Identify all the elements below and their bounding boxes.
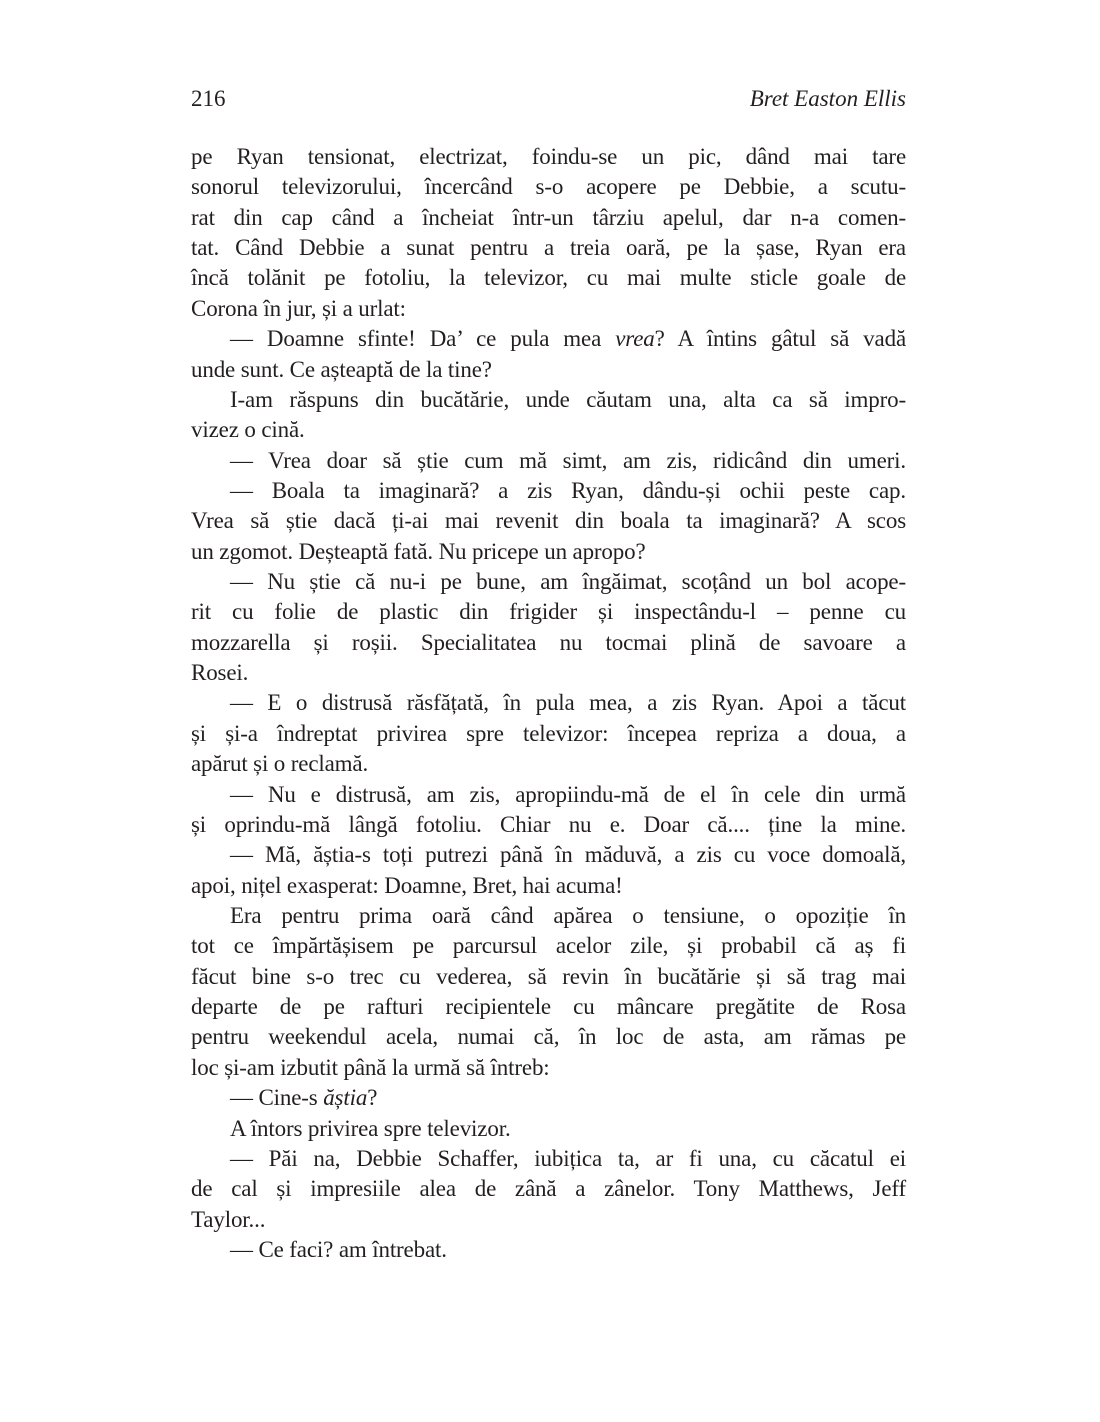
- text-line: tat. Când Debbie a sunat pentru a treia oară, pe la șase, Ryan era: [191, 235, 906, 261]
- text-line: — Nu e distrusă, am zis, apropiindu-mă de el în cele din urmă: [230, 781, 906, 807]
- text-line: — E o distrusă răsfățată, în pula mea, a zis Ryan. Apoi a tăcut: [230, 690, 906, 716]
- text-line: rit cu folie de plastic din frigider și inspectându-l – penne cu: [191, 599, 906, 625]
- text-line: pentru weekendul acela, numai că, în loc de asta, am rămas pe: [191, 1024, 906, 1050]
- text-line: rat din cap când a încheiat într-un târziu apelul, dar n-a comen-: [191, 204, 906, 230]
- text-line: I-am răspuns din bucătărie, unde căutam una, alta ca să impro-: [230, 386, 906, 412]
- text-line: Corona în jur, și a urlat:: [191, 295, 406, 321]
- text-line: încă tolănit pe fotoliu, la televizor, cu mai multe sticle goale de: [191, 265, 906, 291]
- text-line: un zgomot. Deșteaptă fată. Nu pricepe un apropo?: [191, 538, 646, 564]
- text-line: făcut bine s-o trec cu vederea, să revin în bucătărie și să trag mai: [191, 963, 906, 989]
- text-line: — Mă, ăștia-s toți putrezi până în măduvă, a zis cu voce domoală,: [230, 842, 906, 868]
- italic-text: ăștia: [323, 1085, 368, 1111]
- text-line: [191, 324, 906, 354]
- text-line: — Vrea doar să știe cum mă simt, am zis, ridicând din umeri.: [230, 447, 906, 473]
- text-line: unde sunt. Ce așteaptă de la tine?: [191, 356, 492, 382]
- text-line: mozzarella și roșii. Specialitatea nu tocmai plină de savoare a: [191, 629, 906, 655]
- text-line: — Păi na, Debbie Schaffer, iubițica ta, ar fi una, cu căcatul ei: [230, 1145, 906, 1171]
- text-line: [191, 1083, 906, 1113]
- italic-text: vrea: [615, 326, 655, 352]
- page-number: 216: [191, 86, 226, 111]
- text-segment: ?: [367, 1085, 378, 1111]
- text-segment: — Doamne sfinte! Da’ ce pula mea: [230, 326, 616, 352]
- text-line: și oprindu-mă lângă fotoliu. Chiar nu e. Doar că.... ține la mine.: [191, 811, 906, 837]
- text-line: tot ce împărtășisem pe parcursul acelor zile, și probabil că aș fi: [191, 933, 906, 959]
- text-line: Taylor...: [191, 1206, 266, 1232]
- text-line: Vrea să știe dacă ți-ai mai revenit din boala ta imaginară? A scos: [191, 508, 906, 534]
- text-line: vizez o cină.: [191, 417, 305, 443]
- body-text: [191, 142, 906, 1265]
- text-line: — Nu știe că nu-i pe bune, am îngăimat, scoțând un bol acope-: [230, 569, 906, 595]
- text-line: loc și-am izbutit până la urmă să întreb:: [191, 1054, 550, 1080]
- text-line: — Boala ta imaginară? a zis Ryan, dându-și ochii peste cap.: [230, 477, 906, 503]
- text-line: și și-a îndreptat privirea spre televizor: începea repriza a doua, a: [191, 720, 906, 746]
- text-line: — Ce faci? am întrebat.: [230, 1236, 447, 1262]
- text-line: Rosei.: [191, 660, 249, 686]
- text-segment: — Cine-s: [230, 1085, 324, 1111]
- text-line: apoi, nițel exasperat: Doamne, Bret, hai acuma!: [191, 872, 623, 898]
- text-line: A întors privirea spre televizor.: [230, 1115, 511, 1141]
- text-segment: ? A întins gâtul să vadă: [654, 326, 906, 352]
- running-head-author: Bret Easton Ellis: [749, 86, 906, 111]
- text-line: sonorul televizorului, încercând s-o acopere pe Debbie, a scutu-: [191, 174, 906, 200]
- text-line: apărut și o reclamă.: [191, 751, 369, 777]
- text-line: departe de pe rafturi recipientele cu mâncare pregătite de Rosa: [191, 994, 906, 1020]
- text-line: Era pentru prima oară când apărea o tensiune, o opoziție în: [230, 902, 906, 928]
- text-line: pe Ryan tensionat, electrizat, foindu-se un pic, dând mai tare: [191, 144, 906, 169]
- text-line: de cal și impresiile alea de zână a zânelor. Tony Matthews, Jeff: [191, 1176, 906, 1202]
